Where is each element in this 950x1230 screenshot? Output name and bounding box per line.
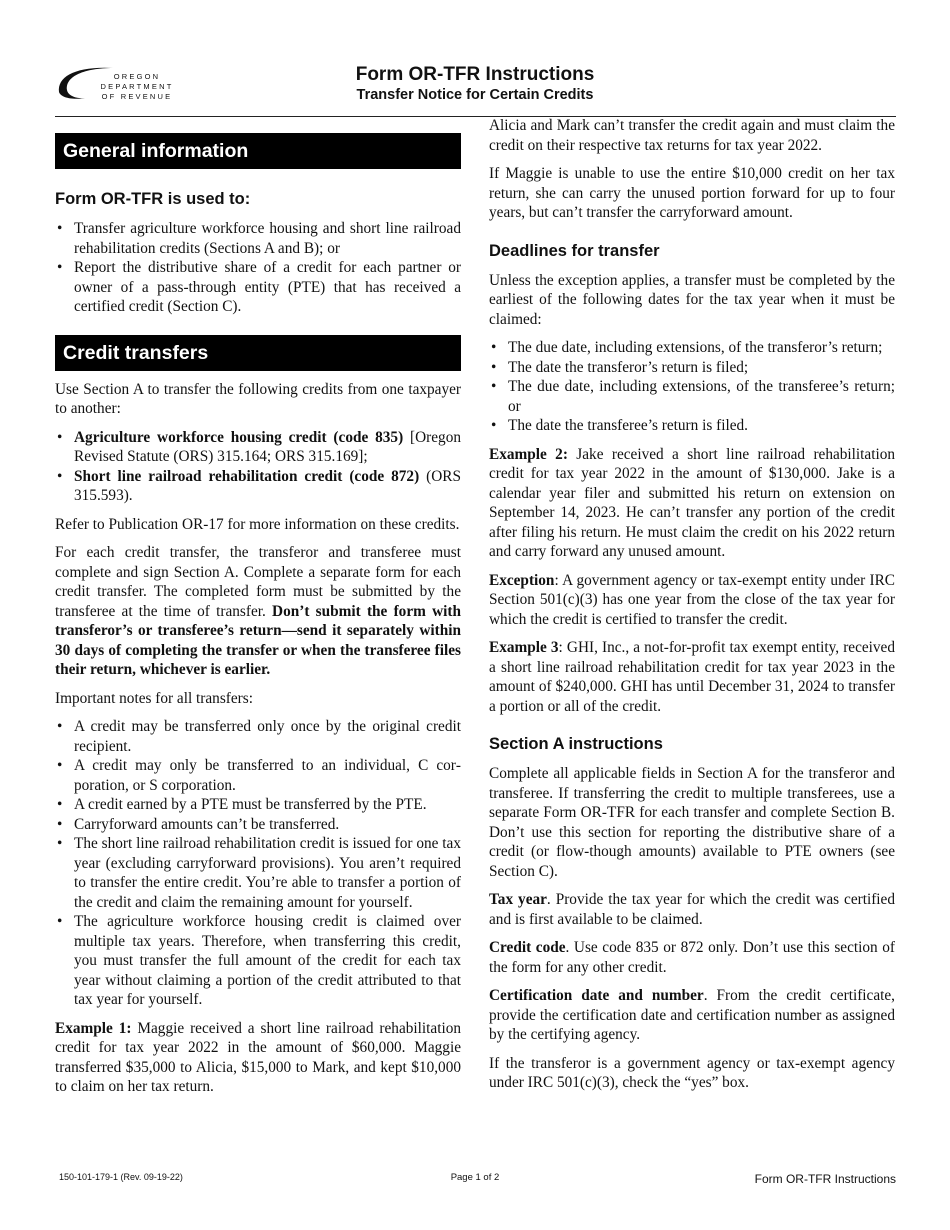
exception-text: : A government agency or tax-exempt entity under IRC Section 501(c)(3) has one year from the close of the tax year for which the credit is certified to transfer the credit. (489, 571, 895, 628)
notes-heading: Important notes for all transfers: (55, 689, 253, 707)
credit-code-text: . Use code 835 or 872 only. Don’t use this section of the form for any other credit. (489, 939, 895, 976)
government-paragraph: If the transferor is a government agency or tax-exempt agency under IRC 501(c)(3), check the “yes” box. (489, 1054, 895, 1091)
list-item: • The date the transferee’s return is filed. (489, 416, 895, 436)
list-item (55, 428, 461, 467)
list-item: • A credit may be transferred only once by the original credit recipient. (55, 717, 461, 756)
list-item: • The short line railroad rehabilitation credit is issued for one tax year (excluding carryforward provisions). You aren’t required to transfer the entire credit. You’re able to transfer a portion of the credit and claim the remaining amount for yourself. (55, 834, 461, 912)
exception-paragraph (489, 571, 895, 630)
right-column (489, 116, 895, 1093)
list-item: • A credit earned by a PTE must be transferred by the PTE. (55, 795, 461, 815)
section-a-heading: Section A instructions (489, 735, 663, 753)
example-2-text: Jake received a short line railroad rehabilitation credit for tax year 2022 in the amount of $130,000. Jake is a calendar year filer and submitted his return on extension on September 14, 2023. He can’t transfer any portion of the credit after filing his return. He must claim the credit on his 2022 return and carry forward any unused amount. (489, 445, 895, 560)
example-3-label: Example 3 (489, 639, 559, 656)
maggie-paragraph: If Maggie is unable to use the entire $10,000 credit on her tax return, she can carry the unused portion forward for up to four years, but can’t transfer the carryforward amount. (489, 165, 895, 221)
refer-paragraph: Refer to Publication OR-17 for more information on these credits. (55, 515, 460, 533)
example-1 (55, 1019, 461, 1097)
used-to-list (55, 219, 461, 317)
page-subtitle: Transfer Notice for Certain Credits (356, 87, 594, 103)
list-item: • A credit may only be transferred to an individual, C corporation, or S corporation. (55, 756, 461, 795)
list-item: • The agriculture workforce housing credit is claimed over multiple tax years. Therefore, when transferring this credit, you must transfer the full amount of the credit for each tax year without claiming a portion of the credit attributed to that tax year for yourself. (55, 912, 461, 1010)
list-item: • The due date, including extensions, of the transferee’s return; or (489, 377, 895, 416)
credit-name: Short line railroad rehabilitation credit (code 872) (74, 467, 420, 485)
each-transfer-paragraph (55, 543, 461, 680)
credit-code-label: Credit code (489, 939, 566, 956)
each-transfer-warning: Don’t submit the form with transferor’s or transferee’s return—send it separately within 30 days of completing the transfer or when the transferee files their return, whichever is earlier. (55, 602, 461, 678)
example-1-text: Maggie received a short line railroad rehabilitation credit for tax year 2022 in the amount of $60,000. Maggie transferred $35,000 to Alicia, $15,000 to Mark, and kept $10,000 to claim on her tax return. (55, 1019, 461, 1095)
tax-year-text: . Provide the tax year for which the credit was certified and is first available to be claimed. (489, 891, 895, 928)
credit-ref: (ORS 315.593). (74, 467, 461, 504)
form-code: 150-101-179-1 (Rev. 09-19-22) (59, 1172, 183, 1182)
used-to-heading: Form OR-TFR is used to: (55, 190, 251, 208)
certification-label: Certification date and number (489, 987, 704, 1004)
section-a-paragraph: Complete all applicable fields in Section A for the transferor and transferee. If transferring the credit to multiple transferees, use a separate Form OR-TFR for each transfer and complete Section B. Don’t use this section for reporting the distributive share of a credit (or flow-though amounts) available to PTE owners (see Section C). (489, 765, 895, 880)
example-2-label: Example 2: (489, 445, 568, 463)
credit-ref: [Oregon Revised Statute (ORS) 315.164; ORS 315.169]; (74, 428, 462, 465)
credit-name: Agriculture workforce housing credit (code 835) (74, 428, 404, 446)
section-bar-general-information: General information (55, 133, 461, 169)
deadlines-intro: Unless the exception applies, a transfer must be completed by the earliest of the following dates for the tax year when it must be claimed: (489, 271, 895, 328)
example-2 (489, 445, 895, 562)
list-item: • The due date, including extensions, of the transferor’s return; (489, 338, 895, 358)
logo-line-1: OREGON (113, 72, 161, 81)
example-1-label: Example 1: (55, 1019, 132, 1037)
example-3-text: : GHI, Inc., a not-for-profit tax exempt entity, received a short line railroad rehabilitation credit for tax year 2023 in the amount of $240,000. GHI has until December 31, 2024 to transfer a portion or all of the credit. (489, 639, 895, 715)
list-item: • Report the distributive share of a credit for each partner or owner of a pass-through entity (PTE) that has received a certified credit (Section C). (55, 258, 461, 317)
credit-code-paragraph (489, 938, 895, 977)
list-item: • Transfer agriculture workforce housing and short line railroad rehabilitation credits (Sections A and B); or (55, 219, 461, 258)
each-transfer-text: For each credit transfer, the transferor and transferee must complete and sign Section A. Complete a separate form for each credit transfer. The completed form must be submitted by the transferee at the time of transfer. (55, 544, 461, 620)
footer-form-name: Form OR-TFR Instructions (754, 1172, 896, 1186)
section-bar-credit-transfers: Credit transfers (55, 335, 461, 371)
page-number: Page 1 of 2 (450, 1172, 500, 1183)
certification-text: . From the credit certificate, provide the certification date and certification number as assigned by the certifying agency. (489, 987, 895, 1043)
logo-line-3: OF REVENUE (101, 92, 173, 101)
list-item (55, 467, 461, 506)
example-3 (489, 638, 895, 716)
deadlines-heading: Deadlines for transfer (489, 241, 660, 260)
list-item: • Carryforward amounts can’t be transferred. (55, 815, 461, 835)
notes-list (55, 717, 461, 1010)
deadlines-list (489, 338, 895, 436)
logo-line-2: DEPARTMENT (100, 82, 174, 91)
tax-year-label: Tax year (489, 891, 547, 908)
list-item: • The date the transferor’s return is filed; (489, 358, 895, 378)
alicia-paragraph: Alicia and Mark can’t transfer the credit again and must claim the credit on their respective tax returns for tax year 2022. (489, 117, 895, 154)
section-a-intro: Use Section A to transfer the following credits from one taxpayer to another: (55, 380, 461, 417)
certification-paragraph (489, 986, 895, 1045)
exception-label: Exception (489, 571, 555, 589)
left-column (55, 133, 461, 1097)
tax-year-paragraph (489, 890, 895, 929)
credit-list (55, 428, 461, 506)
page-title: Form OR-TFR Instructions (355, 64, 595, 85)
page-header (0, 64, 950, 104)
